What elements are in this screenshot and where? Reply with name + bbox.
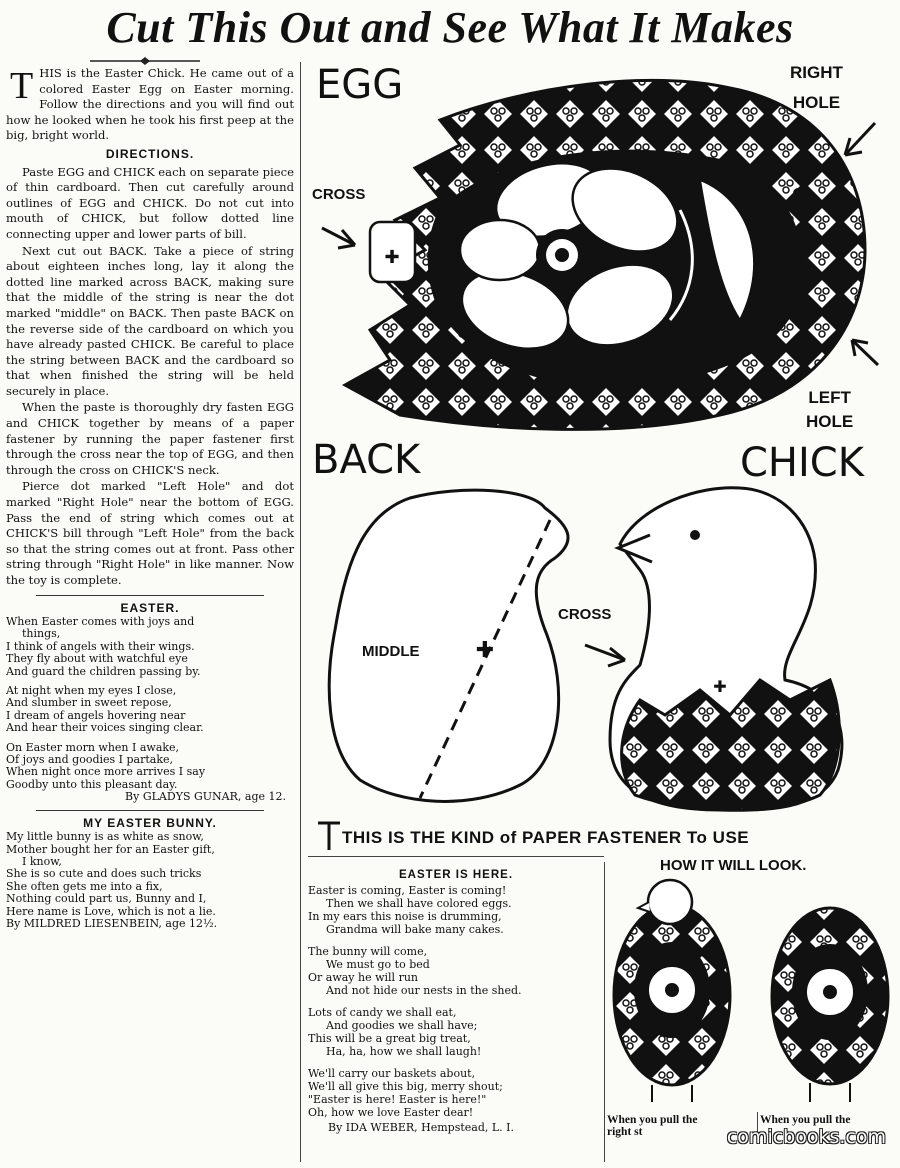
poem-line: Ha, ha, how we shall laugh!	[326, 1045, 482, 1058]
poem-line: Easter is coming, Easter is coming!	[308, 884, 507, 897]
poem-line: Grandma will bake many cakes.	[326, 923, 504, 936]
left-hole-label	[806, 386, 853, 434]
poem-line: I dream of angels hovering near	[6, 708, 186, 722]
poem-line: And slumber in sweet repose,	[6, 696, 172, 710]
poem-line: Goodby unto this pleasant day.	[6, 777, 178, 791]
poem-line: And guard the children passing by.	[6, 664, 201, 678]
poem-byline: By GLADYS GUNAR, age 12.	[125, 790, 286, 804]
poem-line: Of joys and goodies I partake,	[6, 753, 174, 767]
poem-stanza	[308, 1006, 604, 1058]
intro-paragraph	[6, 66, 294, 144]
poem-line: "Easter is here! Easter is here!"	[308, 1093, 487, 1106]
poem-line: And hear their voices singing clear.	[6, 721, 204, 735]
poem-line: Here name is Love, which is not a lie.	[6, 904, 216, 918]
poem-line: They fly about with watchful eye	[6, 652, 188, 666]
poem-line: And not hide our nests in the shed.	[326, 984, 522, 997]
poem-heading: EASTER IS HERE.	[398, 869, 514, 881]
poem-stanza	[308, 1067, 604, 1119]
right-hole-label	[790, 58, 843, 118]
svg-text:✚: ✚	[384, 247, 400, 268]
poem-heading: MY EASTER BUNNY.	[83, 815, 217, 830]
poem-line: On Easter morn when I awake,	[6, 740, 180, 754]
poem-bunny	[6, 817, 294, 931]
poem-line: She often gets me into a fix,	[6, 879, 163, 893]
poem-line: Lots of candy we shall eat,	[308, 1006, 457, 1019]
directions-paragraph: When the paste is thoroughly dry fasten EGG and CHICK together by means of a paper fastener by running the paper fastener first through the cross near the top of EGG, and then through the cross on CHICK'S neck.	[6, 400, 294, 477]
caption-right: When you pull the	[760, 1114, 851, 1126]
cross-label: CROSS	[312, 186, 366, 203]
column-rule	[604, 862, 605, 1162]
poem-line: Then we shall have colored eggs.	[326, 897, 512, 910]
fastener-caption: THIS IS THE KIND of PAPER FASTENER To USE	[342, 828, 750, 847]
poem-stanza	[308, 945, 604, 997]
poem-line: I know,	[22, 854, 62, 868]
poem-stanza	[6, 685, 294, 735]
poem-line: We'll all give this big, merry shout;	[308, 1080, 503, 1093]
middle-label: MIDDLE	[362, 643, 420, 660]
poem-line: She is so cute and does such tricks	[6, 867, 202, 881]
left-hole-line: HOLE	[806, 412, 854, 431]
poem-stanza	[308, 884, 604, 936]
poem-byline: By MILDRED LIESENBEIN, age 12½.	[6, 916, 218, 930]
poem-line: And goodies we shall have;	[326, 1019, 478, 1032]
poem-line: My little bunny is as white as snow,	[6, 830, 204, 844]
intro-text: HIS is the Easter Chick. He came out of a colored Easter Egg on Easter morning. Follow the directions and you will find out how he looked when he took his first peep at the big, bright world.	[6, 66, 294, 143]
poem-heading: EASTER.	[120, 600, 180, 615]
poem-line: We must go to bed	[326, 958, 430, 971]
right-hole-line: HOLE	[792, 93, 841, 112]
egg-label: EGG	[316, 62, 404, 108]
poem-easter-is-here	[308, 866, 604, 1134]
caption-line: right st	[607, 1126, 643, 1138]
caption-left	[607, 1114, 697, 1138]
finished-egg-right	[770, 888, 900, 1110]
poem-line: Mother bought her for an Easter gift,	[6, 842, 215, 856]
poem-line: Oh, how we love Easter dear!	[308, 1106, 474, 1119]
poem-line: At night when my eyes I close,	[6, 684, 177, 698]
back-cutout	[320, 480, 590, 820]
poem-line: Nothing could part us, Bunny and I,	[6, 892, 207, 906]
finished-egg-left	[612, 880, 742, 1110]
poem-line: When Easter comes with joys and	[6, 615, 195, 628]
directions-paragraph: Pierce dot marked "Left Hole" and dot marked "Right Hole" near the bottom of EGG. Pass the end of string which comes out at CHICK'S bill through "Left Hole" from the back so that the string comes out at front. Pass other string through "Right Hole" in like manner. Now the toy is complete.	[6, 479, 294, 587]
poem-line: things,	[22, 627, 61, 641]
watermark: comicbooks.com	[726, 1126, 886, 1148]
poem-line: In my ears this noise is drumming,	[308, 910, 502, 923]
cross-label: CROSS	[558, 606, 612, 623]
directions-heading: DIRECTIONS.	[105, 146, 195, 161]
poem-stanza	[6, 742, 294, 792]
divider	[36, 595, 264, 596]
chick-cutout	[580, 480, 860, 820]
poem-byline: By IDA WEBER, Hempstead, L. I.	[328, 1121, 515, 1134]
poem-line: We'll carry our baskets about,	[308, 1067, 476, 1080]
right-hole-line: RIGHT	[790, 63, 843, 82]
poem-stanza	[6, 616, 294, 678]
page-title: Cut This Out and See What It Makes	[106, 3, 794, 52]
poem-line: The bunny will come,	[308, 945, 428, 958]
svg-text:✚: ✚	[713, 677, 727, 696]
svg-text:✚: ✚	[475, 638, 495, 663]
poem-line: This will be a great big treat,	[308, 1032, 471, 1045]
poem-line: When night once more arrives I say	[6, 765, 206, 779]
directions-paragraph: Paste EGG and CHICK each on separate piece of thin cardboard. Then cut carefully around outlines of EGG and CHICK. Do not cut into mouth of CHICK, but follow dotted line connecting upper and lower parts of bill.	[6, 164, 294, 241]
left-hole-line: LEFT	[808, 388, 851, 407]
poem-line: I think of angels with their wings.	[6, 639, 195, 653]
fastener-icon	[314, 818, 344, 854]
title-ornament	[90, 56, 200, 66]
divider	[308, 856, 604, 857]
chick-label: CHICK	[740, 440, 864, 486]
directions-paragraph: Next cut out BACK. Take a piece of string about eighteen inches long, lay it along the dotted line marked across BACK, making sure that the middle of the string is near the dot marked "middle" on BACK. Then paste BACK on the reverse side of the cardboard on which you have already pasted CHICK. Be careful to place the string between BACK and the cardboard so that when finished the string will be held securely in place.	[6, 243, 294, 398]
back-label: BACK	[312, 437, 421, 483]
drop-cap: T	[10, 65, 34, 107]
how-it-looks-label: HOW IT WILL LOOK.	[660, 857, 807, 874]
left-column	[6, 66, 294, 930]
poem-line: Or away he will run	[308, 971, 418, 984]
divider	[36, 810, 264, 811]
caption-line: When you pull the	[607, 1114, 698, 1126]
poem-easter	[6, 602, 294, 804]
